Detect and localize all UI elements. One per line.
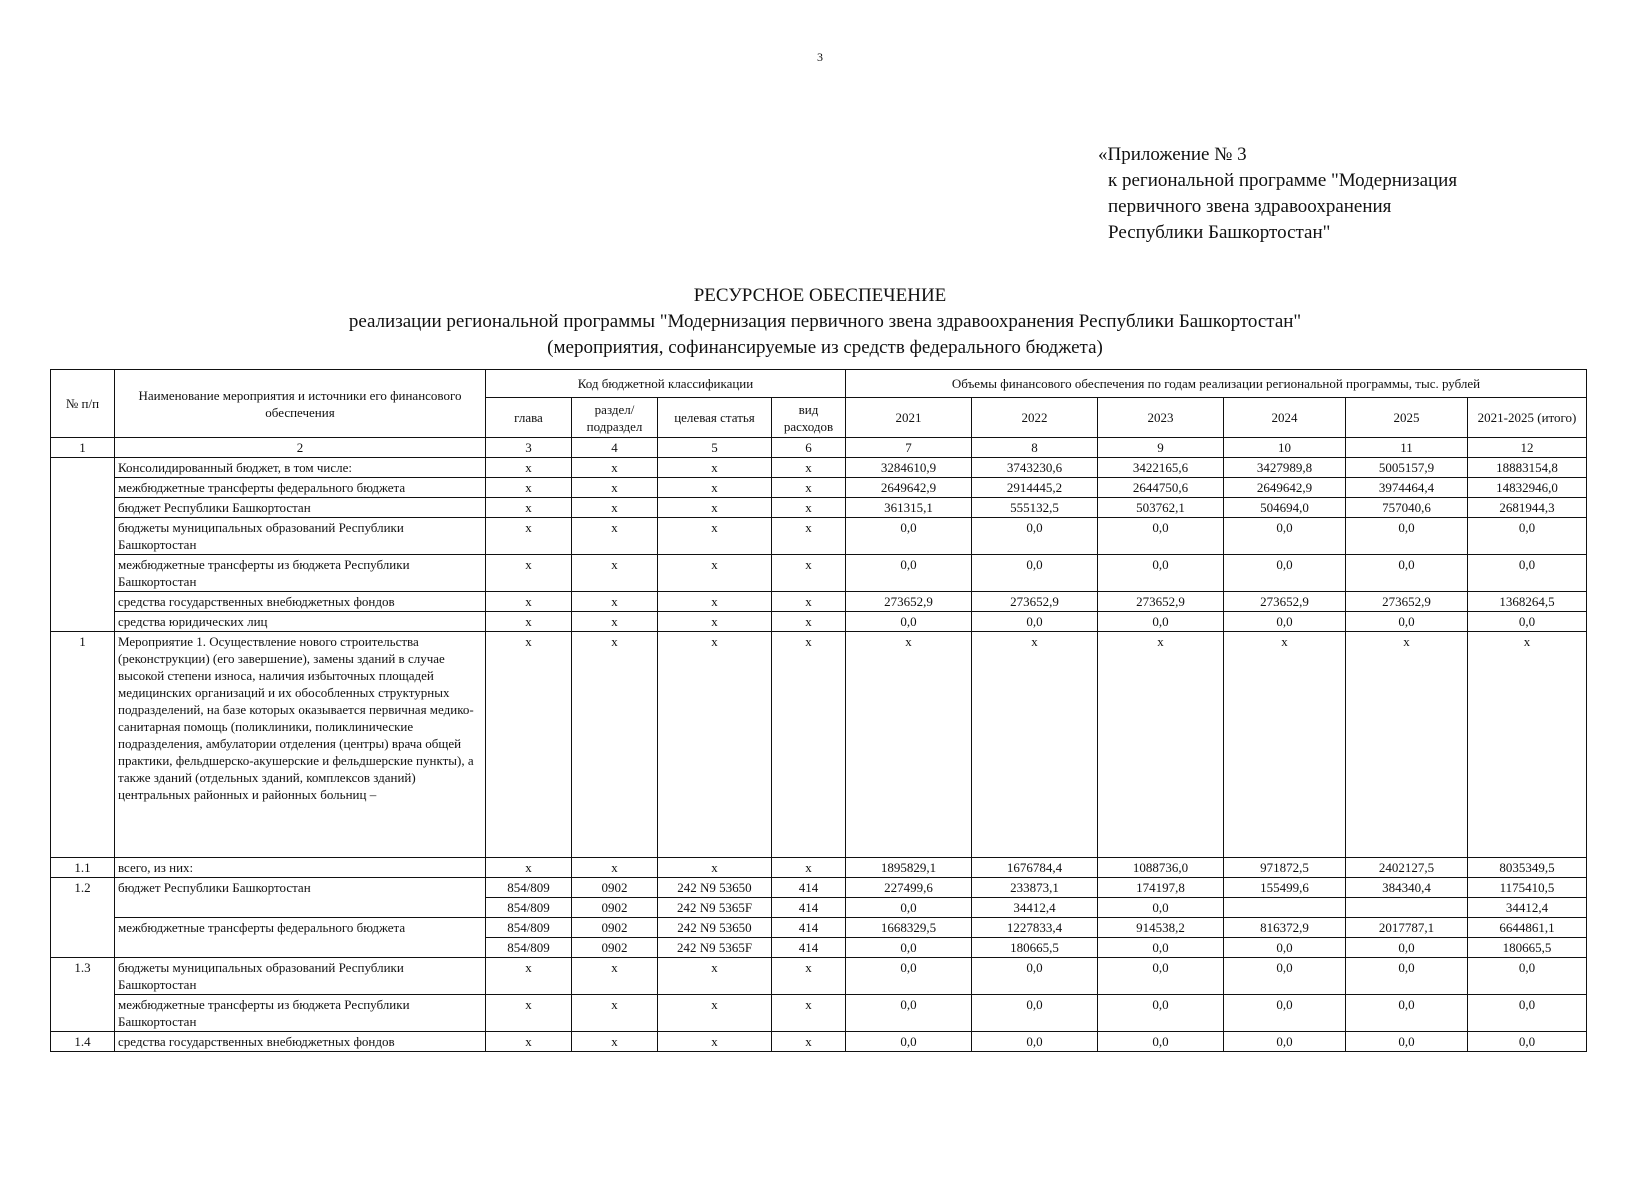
row-num: 1.3 xyxy=(51,958,115,1032)
val-2025: 0,0 xyxy=(1346,938,1468,958)
code-razdel: 0902 xyxy=(572,938,658,958)
code-statya: х xyxy=(658,858,772,878)
row-num: 1.2 xyxy=(51,878,115,958)
code-vid: х xyxy=(772,478,846,498)
code-vid: 414 xyxy=(772,878,846,898)
code-glava: х xyxy=(486,995,572,1032)
code-vid: х xyxy=(772,858,846,878)
code-vid: х xyxy=(772,458,846,478)
header-num: № п/п xyxy=(51,370,115,438)
header-2023: 2023 xyxy=(1098,398,1224,438)
val-2023: 503762,1 xyxy=(1098,498,1224,518)
header-vid: вид расходов xyxy=(772,398,846,438)
row-name: бюджеты муниципальных образований Республики Башкортостан xyxy=(115,958,486,995)
val-2024: 971872,5 xyxy=(1224,858,1346,878)
row-name: Консолидированный бюджет, в том числе: xyxy=(115,458,486,478)
val-total: 0,0 xyxy=(1468,612,1587,632)
val-2023: 1088736,0 xyxy=(1098,858,1224,878)
val-2022: 3743230,6 xyxy=(972,458,1098,478)
code-razdel: 0902 xyxy=(572,918,658,938)
val-2022: 0,0 xyxy=(972,555,1098,592)
col-number: 6 xyxy=(772,438,846,458)
val-2024: 2649642,9 xyxy=(1224,478,1346,498)
measure-cell: х xyxy=(572,632,658,858)
code-glava: х xyxy=(486,478,572,498)
measure-1-row xyxy=(51,632,1587,858)
val-2024: 273652,9 xyxy=(1224,592,1346,612)
code-glava: 854/809 xyxy=(486,918,572,938)
code-glava: х xyxy=(486,518,572,555)
col-number: 9 xyxy=(1098,438,1224,458)
val-total: 1368264,5 xyxy=(1468,592,1587,612)
code-glava: х xyxy=(486,612,572,632)
val-2022: 273652,9 xyxy=(972,592,1098,612)
val-total: 0,0 xyxy=(1468,995,1587,1032)
val-2024: 816372,9 xyxy=(1224,918,1346,938)
title-line-2: реализации региональной программы "Модернизация первичного звена здравоохранения Республики Башкортостан" xyxy=(348,311,1302,332)
code-razdel: х xyxy=(572,995,658,1032)
code-vid: х xyxy=(772,498,846,518)
title-line-1: РЕСУРСНОЕ ОБЕСПЕЧЕНИЕ xyxy=(693,285,947,306)
table-row xyxy=(51,555,1587,592)
code-glava: 854/809 xyxy=(486,898,572,918)
val-2022: 180665,5 xyxy=(972,938,1098,958)
row-name: бюджет Республики Башкортостан xyxy=(115,878,486,918)
col-number: 8 xyxy=(972,438,1098,458)
table-row xyxy=(51,995,1587,1032)
code-razdel: х xyxy=(572,1032,658,1052)
appendix-line-2: к региональной программе "Модернизация xyxy=(1108,170,1458,191)
page-number: 3 xyxy=(817,50,823,64)
code-statya: х xyxy=(658,592,772,612)
val-total: 0,0 xyxy=(1468,518,1587,555)
val-2021: 1895829,1 xyxy=(846,858,972,878)
measure-cell: х xyxy=(772,632,846,858)
measure-cell: х xyxy=(1098,632,1224,858)
val-total: 0,0 xyxy=(1468,958,1587,995)
code-glava: 854/809 xyxy=(486,878,572,898)
val-2025: 0,0 xyxy=(1346,995,1468,1032)
code-statya: х xyxy=(658,612,772,632)
header-statya: целевая статья xyxy=(658,398,772,438)
val-2025: 757040,6 xyxy=(1346,498,1468,518)
val-2025: 0,0 xyxy=(1346,958,1468,995)
appendix-line-3: первичного звена здравоохранения xyxy=(1108,196,1392,217)
code-statya: х xyxy=(658,555,772,592)
val-2025: 0,0 xyxy=(1346,555,1468,592)
val-total: 14832946,0 xyxy=(1468,478,1587,498)
code-glava: х xyxy=(486,858,572,878)
val-2025: 3974464,4 xyxy=(1346,478,1468,498)
val-2024: 0,0 xyxy=(1224,958,1346,995)
row-num-empty xyxy=(51,458,115,632)
code-glava: х xyxy=(486,958,572,995)
val-2021: 1668329,5 xyxy=(846,918,972,938)
row-name: межбюджетные трансферты федерального бюджета xyxy=(115,478,486,498)
header-2024: 2024 xyxy=(1224,398,1346,438)
header-glava: глава xyxy=(486,398,572,438)
header-2022: 2022 xyxy=(972,398,1098,438)
val-2025: 5005157,9 xyxy=(1346,458,1468,478)
col-number: 12 xyxy=(1468,438,1587,458)
val-2024 xyxy=(1224,898,1346,918)
code-glava: х xyxy=(486,1032,572,1052)
code-vid: х xyxy=(772,518,846,555)
col-number: 2 xyxy=(115,438,486,458)
val-2025: 273652,9 xyxy=(1346,592,1468,612)
val-2021: 0,0 xyxy=(846,1032,972,1052)
val-2022: 555132,5 xyxy=(972,498,1098,518)
val-total: 0,0 xyxy=(1468,555,1587,592)
val-2021: 0,0 xyxy=(846,995,972,1032)
table-row xyxy=(51,612,1587,632)
appendix-line-4: Республики Башкортостан" xyxy=(1108,222,1331,243)
code-glava: х xyxy=(486,555,572,592)
row-name: всего, из них: xyxy=(115,858,486,878)
val-2024: 3427989,8 xyxy=(1224,458,1346,478)
val-2023: 0,0 xyxy=(1098,898,1224,918)
val-2023: 0,0 xyxy=(1098,612,1224,632)
code-vid: х xyxy=(772,995,846,1032)
val-total: 34412,4 xyxy=(1468,898,1587,918)
code-razdel: х xyxy=(572,592,658,612)
table-row xyxy=(51,878,1587,898)
header-funding: Объемы финансового обеспечения по годам реализации региональной программы, тыс. рублей xyxy=(846,370,1587,398)
code-vid: х xyxy=(772,592,846,612)
measure-cell: х xyxy=(1468,632,1587,858)
val-2025: 2017787,1 xyxy=(1346,918,1468,938)
header-2025: 2025 xyxy=(1346,398,1468,438)
val-2023: 2644750,6 xyxy=(1098,478,1224,498)
table-row xyxy=(51,918,1587,938)
val-2023: 0,0 xyxy=(1098,518,1224,555)
code-vid: х xyxy=(772,1032,846,1052)
code-glava: х xyxy=(486,458,572,478)
row-num: 1.4 xyxy=(51,1032,115,1052)
val-2021: 0,0 xyxy=(846,555,972,592)
code-glava: х xyxy=(486,498,572,518)
val-2021: 361315,1 xyxy=(846,498,972,518)
code-razdel: х xyxy=(572,858,658,878)
val-2023: 273652,9 xyxy=(1098,592,1224,612)
val-2024: 0,0 xyxy=(1224,555,1346,592)
table-row xyxy=(51,592,1587,612)
code-glava: х xyxy=(486,592,572,612)
resource-table xyxy=(50,369,1587,1052)
row-name: межбюджетные трансферты из бюджета Республики Башкортостан xyxy=(115,995,486,1032)
val-2024: 0,0 xyxy=(1224,518,1346,555)
code-statya: х xyxy=(658,1032,772,1052)
row-name: средства государственных внебюджетных фондов xyxy=(115,1032,486,1052)
table-row xyxy=(51,958,1587,995)
val-2024: 0,0 xyxy=(1224,612,1346,632)
measure-cell: х xyxy=(1346,632,1468,858)
val-2021: 273652,9 xyxy=(846,592,972,612)
header-kbk: Код бюджетной классификации xyxy=(486,370,846,398)
measure-cell: х xyxy=(486,632,572,858)
table-row xyxy=(51,858,1587,878)
measure-cell: х xyxy=(846,632,972,858)
row-num: 1.1 xyxy=(51,858,115,878)
table-row xyxy=(51,1032,1587,1052)
header-2021: 2021 xyxy=(846,398,972,438)
val-2024: 155499,6 xyxy=(1224,878,1346,898)
col-number: 10 xyxy=(1224,438,1346,458)
val-2021: 3284610,9 xyxy=(846,458,972,478)
col-number: 7 xyxy=(846,438,972,458)
title-line-3: (мероприятия, софинансируемые из средств федерального бюджета) xyxy=(547,337,1103,358)
code-razdel: х xyxy=(572,458,658,478)
val-2022: 34412,4 xyxy=(972,898,1098,918)
row-name: бюджеты муниципальных образований Республики Башкортостан xyxy=(115,518,486,555)
val-2024: 0,0 xyxy=(1224,995,1346,1032)
code-vid: х xyxy=(772,958,846,995)
code-vid: 414 xyxy=(772,918,846,938)
val-2024: 0,0 xyxy=(1224,938,1346,958)
val-2021: 0,0 xyxy=(846,898,972,918)
code-razdel: х xyxy=(572,518,658,555)
table-row xyxy=(51,498,1587,518)
code-razdel: х xyxy=(572,478,658,498)
code-statya: х xyxy=(658,958,772,995)
code-razdel: х xyxy=(572,555,658,592)
header-total: 2021-2025 (итого) xyxy=(1468,398,1587,438)
header-razdel: раздел/ подраздел xyxy=(572,398,658,438)
val-2025: 0,0 xyxy=(1346,612,1468,632)
val-2022: 2914445,2 xyxy=(972,478,1098,498)
val-2021: 2649642,9 xyxy=(846,478,972,498)
val-2023: 174197,8 xyxy=(1098,878,1224,898)
val-total: 18883154,8 xyxy=(1468,458,1587,478)
code-vid: 414 xyxy=(772,898,846,918)
code-statya: х xyxy=(658,458,772,478)
measure-cell: х xyxy=(972,632,1098,858)
val-total: 6644861,1 xyxy=(1468,918,1587,938)
val-2021: 0,0 xyxy=(846,518,972,555)
val-2021: 0,0 xyxy=(846,612,972,632)
col-number: 3 xyxy=(486,438,572,458)
val-2021: 227499,6 xyxy=(846,878,972,898)
code-razdel: х xyxy=(572,612,658,632)
val-2023: 0,0 xyxy=(1098,555,1224,592)
val-2025: 2402127,5 xyxy=(1346,858,1468,878)
val-2022: 0,0 xyxy=(972,995,1098,1032)
val-total: 1175410,5 xyxy=(1468,878,1587,898)
col-number: 1 xyxy=(51,438,115,458)
val-total: 2681944,3 xyxy=(1468,498,1587,518)
code-statya: х xyxy=(658,478,772,498)
val-2022: 0,0 xyxy=(972,612,1098,632)
code-vid: х xyxy=(772,612,846,632)
row-name: средства юридических лиц xyxy=(115,612,486,632)
code-statya: х xyxy=(658,518,772,555)
code-vid: х xyxy=(772,555,846,592)
val-2022: 1227833,4 xyxy=(972,918,1098,938)
val-2024: 504694,0 xyxy=(1224,498,1346,518)
col-number: 5 xyxy=(658,438,772,458)
val-2022: 0,0 xyxy=(972,1032,1098,1052)
header-name: Наименование мероприятия и источники его финансового обеспечения xyxy=(115,370,486,438)
code-statya: 242 N9 53650 xyxy=(658,878,772,898)
val-2022: 0,0 xyxy=(972,958,1098,995)
appendix-line-1: «Приложение № 3 xyxy=(1098,144,1247,165)
val-2024: 0,0 xyxy=(1224,1032,1346,1052)
val-2025 xyxy=(1346,898,1468,918)
val-2022: 0,0 xyxy=(972,518,1098,555)
code-statya: 242 N9 5365F xyxy=(658,938,772,958)
val-2023: 0,0 xyxy=(1098,1032,1224,1052)
val-2021: 0,0 xyxy=(846,938,972,958)
code-razdel: 0902 xyxy=(572,878,658,898)
appendix-note xyxy=(1098,142,1457,246)
code-statya: х xyxy=(658,995,772,1032)
code-statya: х xyxy=(658,498,772,518)
column-number-row xyxy=(51,438,1587,458)
measure-cell: х xyxy=(658,632,772,858)
val-2025: 384340,4 xyxy=(1346,878,1468,898)
val-2022: 233873,1 xyxy=(972,878,1098,898)
val-2023: 3422165,6 xyxy=(1098,458,1224,478)
val-2022: 1676784,4 xyxy=(972,858,1098,878)
val-2023: 0,0 xyxy=(1098,938,1224,958)
code-glava: 854/809 xyxy=(486,938,572,958)
val-2025: 0,0 xyxy=(1346,518,1468,555)
table-row xyxy=(51,478,1587,498)
val-2021: 0,0 xyxy=(846,958,972,995)
row-name: межбюджетные трансферты федерального бюджета xyxy=(115,918,486,958)
val-2023: 0,0 xyxy=(1098,958,1224,995)
val-2023: 0,0 xyxy=(1098,995,1224,1032)
code-statya: 242 N9 53650 xyxy=(658,918,772,938)
val-2025: 0,0 xyxy=(1346,1032,1468,1052)
val-total: 180665,5 xyxy=(1468,938,1587,958)
col-number: 11 xyxy=(1346,438,1468,458)
measure-name: Мероприятие 1. Осуществление нового строительства (реконструкции) (его завершение), замены зданий в случае высокой степени износа, наличия избыточных площадей медицинских организаций и их обособленных структурных подразделений, на базе которых оказывается первичная медико-санитарная помощь (поликлиники, поликлинические подразделения, амбулатории отделения (центры) врача общей практики, фельдшерско-акушерские и фельдшерские пункты), а также зданий (отдельных зданий, комплексов зданий) центральных районных и районных больниц – xyxy=(115,632,486,858)
code-razdel: х xyxy=(572,498,658,518)
col-number: 4 xyxy=(572,438,658,458)
row-name: средства государственных внебюджетных фондов xyxy=(115,592,486,612)
table-row xyxy=(51,518,1587,555)
measure-num: 1 xyxy=(51,632,115,858)
measure-cell: х xyxy=(1224,632,1346,858)
row-name: бюджет Республики Башкортостан xyxy=(115,498,486,518)
row-name: межбюджетные трансферты из бюджета Республики Башкортостан xyxy=(115,555,486,592)
val-2023: 914538,2 xyxy=(1098,918,1224,938)
code-razdel: 0902 xyxy=(572,898,658,918)
val-total: 8035349,5 xyxy=(1468,858,1587,878)
code-razdel: х xyxy=(572,958,658,995)
code-statya: 242 N9 5365F xyxy=(658,898,772,918)
val-total: 0,0 xyxy=(1468,1032,1587,1052)
code-vid: 414 xyxy=(772,938,846,958)
table-row xyxy=(51,458,1587,478)
document-title xyxy=(0,283,1640,361)
